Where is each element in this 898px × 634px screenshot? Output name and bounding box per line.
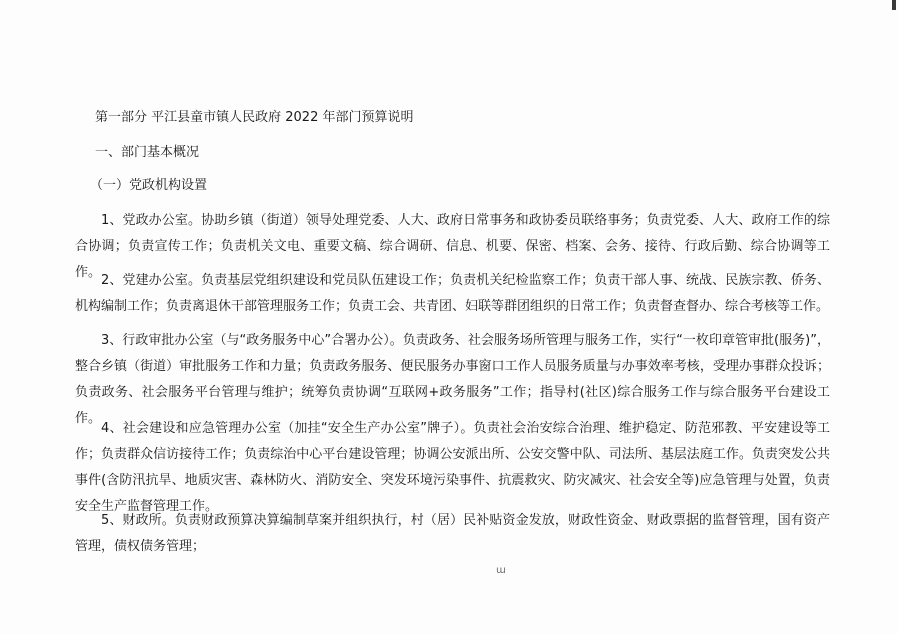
paragraph-finance-office: 5、财政所。负责财政预算决算编制草案并组织执行，村（居）民补贴资金发放，财政性资金、财政票据的监督管理，国有资产管理，债权债务管理； bbox=[75, 513, 830, 554]
subsection-heading: （一）党政机构设置 bbox=[90, 178, 208, 193]
scan-artifact: ɯ bbox=[496, 565, 506, 576]
paragraph-social-emergency-office: 4、社会建设和应急管理办公室（加挂“安全生产办公室”牌子）。负责社会治安综合治理、维护稳定、防范邪教、平安建设等工作；负责群众信访接待工作；负责综治中心平台建设管理；协调公安派出所、公安交警中队、司法所、基层法庭工作。负责突发公共事件(含防汛抗旱、地质灾害、森林防火、消防安全、突发环境污染事件、抗震救灾、防灾减灾、社会安全等)应急管理与处置，负责安全生产监督管理工作。 bbox=[75, 421, 830, 514]
paragraph-party-building-office: 2、党建办公室。负责基层党组织建设和党员队伍建设工作；负责机关纪检监察工作；负责干部人事、统战、民族宗教、侨务、机构编制工作；负责离退休干部管理服务工作；负责工会、共青团、妇联等群团组织的日常工作；负责督查督办、综合考核等工作。 bbox=[75, 273, 830, 314]
section-heading: 一、部门基本概况 bbox=[95, 145, 200, 160]
document-title: 第一部分 平江县童市镇人民政府 2022 年部门预算说明 bbox=[95, 110, 414, 125]
scan-edge-mark bbox=[892, 0, 896, 10]
paragraph-party-office: 1、党政办公室。协助乡镇（街道）领导处理党委、人大、政府日常事务和政协委员联络事务；负责党委、人大、政府工作的综合协调；负责宣传工作；负责机关文电、重要文稿、综合调研、信息、机要、保密、档案、会务、接待、行政后勤、综合协调等工作。 bbox=[75, 213, 830, 280]
paragraph-administrative-approval-office: 3、行政审批办公室（与“政务服务中心”合署办公）。负责政务、社会服务场所管理与服务工作，实行“一枚印章管审批(服务)”，整合乡镇（街道）审批服务工作和力量；负责政务服务、便民服务办事窗口工作人员服务质量与办事效率考核，受理办事群众投诉；负责政务、社会服务平台管理与维护；统筹负责协调“互联网+政务服务”工作；指导村(社区)综合服务工作与综合服务平台建设工作。 bbox=[75, 333, 830, 426]
